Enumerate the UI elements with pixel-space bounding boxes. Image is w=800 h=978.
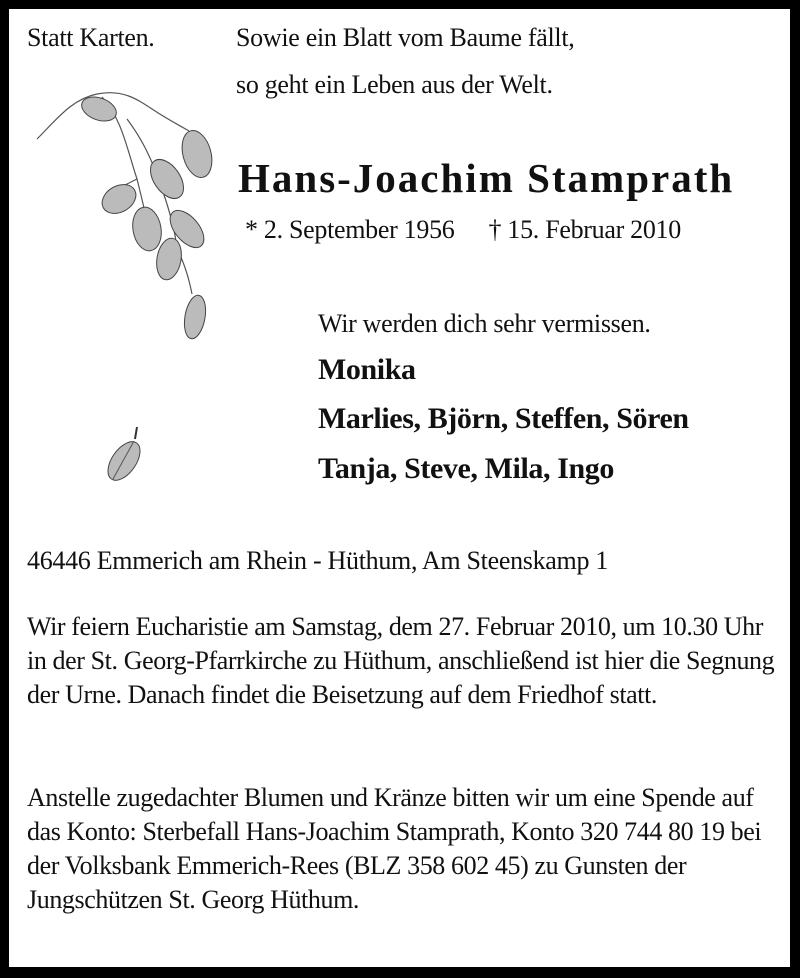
life-dates — [245, 215, 681, 245]
birth-date: * 2. September 1956 — [245, 215, 455, 244]
mourner-line: Tanja, Steve, Mila, Ingo — [318, 452, 614, 485]
poem-line-2: so geht ein Leben aus der Welt. — [236, 70, 553, 99]
mourner-line: Marlies, Björn, Steffen, Sören — [318, 402, 689, 435]
farewell-message: Wir werden dich sehr vermissen. — [318, 309, 651, 338]
obituary-notice — [9, 9, 790, 967]
family-address: 46446 Emmerich am Rhein - Hüthum, Am Steenskamp 1 — [27, 546, 609, 575]
mourner-line: Monika — [318, 353, 416, 386]
death-date: † 15. Februar 2010 — [488, 215, 681, 244]
birch-branch-icon — [27, 79, 227, 349]
statt-karten-label: Statt Karten. — [27, 23, 155, 52]
service-paragraph: Wir feiern Eucharistie am Samstag, dem 27. Februar 2010, um 10.30 Uhr in der St. Georg-Pfarrkirche zu Hüthum, anschließend ist hier die Segnung der Urne. Danach findet die Beisetzung auf dem Friedhof statt. — [27, 612, 775, 709]
deceased-name: Hans-Joachim Stamprath — [238, 155, 735, 201]
poem-line-1: Sowie ein Blatt vom Baume fällt, — [236, 23, 575, 52]
falling-leaf-icon — [99, 419, 149, 489]
donation-paragraph: Anstelle zugedachter Blumen und Kränze bitten wir um eine Spende auf das Konto: Sterbefall Hans-Joachim Stamprath, Konto 320 744 80 19 bei der Volksbank Emmerich-Rees (BLZ 358 602 45) zu Gunsten der Jungschützen St. Georg Hüthum. — [27, 783, 762, 914]
